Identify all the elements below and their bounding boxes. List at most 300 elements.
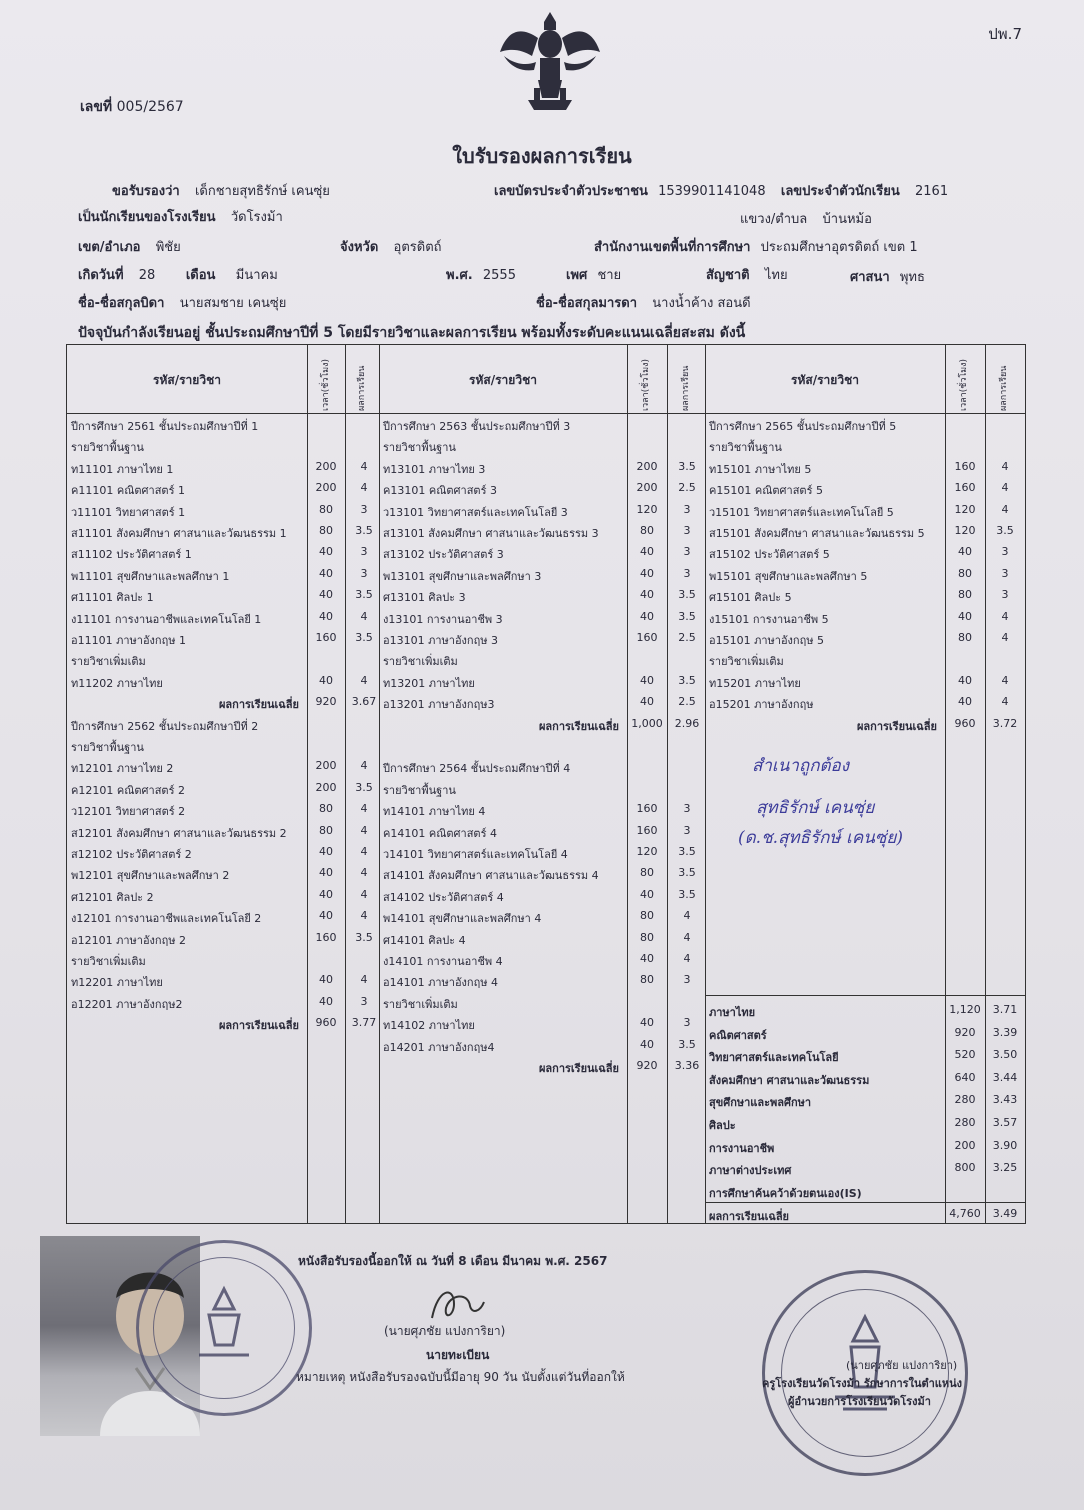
grade-cell: 3 (683, 973, 691, 987)
subject-cell: รายวิชาเพิ่มเติม (383, 997, 458, 1011)
hours-cell: 40 (640, 695, 654, 709)
handwritten-signature: สุทธิรักษ์ เคนซุ่ย (756, 798, 875, 818)
info-religion (850, 266, 925, 287)
grade-cell: 3.77 (351, 1016, 377, 1030)
hours-cell: 120 (954, 502, 976, 516)
summary-subject: ภาษาไทย (709, 1006, 756, 1019)
school-label: เป็นนักเรียนของโรงเรียน (78, 210, 216, 225)
hours-cell: 160 (636, 631, 658, 644)
subject-cell: ปีการศึกษา 2564 ชั้นประถมศึกษาปีที่ 4 (383, 762, 571, 776)
grade-cell: 4 (1001, 481, 1009, 495)
hours-cell: 40 (640, 952, 654, 965)
father-name: นายสมชาย เคนซุ่ย (179, 296, 287, 311)
doc-no-value: 005/2567 (116, 99, 184, 115)
subdistrict-value: บ้านหม้อ (822, 212, 872, 227)
subject-cell: ศ12101 ศิลปะ 2 (71, 890, 154, 904)
province-value: อุตรดิตถ์ (393, 240, 442, 255)
subject-cell: ส15101 สังคมศึกษา ศาสนาและวัฒนธรรม 5 (709, 527, 925, 540)
hours-cell: 80 (319, 802, 333, 816)
subject-cell: ปีการศึกษา 2562 ชั้นประถมศึกษาปีที่ 2 (71, 719, 259, 733)
subject-cell: ผลการเรียนเฉลี่ย (218, 1019, 299, 1033)
summary-hours: 280 (954, 1116, 976, 1129)
hours-cell: 160 (315, 631, 337, 644)
subject-cell: ศ11101 ศิลปะ 1 (71, 591, 154, 605)
subject-cell: รายวิชาพื้นฐาน (383, 783, 456, 797)
grade-cell: 3.5 (678, 887, 696, 901)
id-number: 1539901141048 (658, 184, 766, 199)
grade-cell: 3.5 (678, 845, 696, 858)
hours-cell: 160 (636, 823, 658, 837)
hours-cell: 160 (315, 930, 337, 944)
subject-cell: อ14101 ภาษาอังกฤษ 4 (383, 976, 498, 990)
hours-cell: 40 (958, 609, 972, 623)
subject-cell: ง12101 การงานอาชีพและเทคโนโลยี 2 (71, 912, 262, 926)
grade-cell: 4 (683, 930, 691, 944)
subject-cell: ส13102 ประวัติศาสตร์ 3 (383, 548, 504, 562)
hours-cell: 40 (958, 695, 972, 709)
grade-cell: 3 (683, 823, 691, 837)
grade-cell: 3.5 (678, 673, 696, 687)
subject-cell: ค11101 คณิตศาสตร์ 1 (71, 484, 185, 498)
header-grade: ผลการเรียน (681, 365, 691, 411)
born-day: 28 (138, 268, 156, 283)
hours-cell: 40 (319, 673, 333, 687)
subject-cell: พ15101 สุขศึกษาและพลศึกษา 5 (709, 569, 868, 583)
hours-cell: 40 (640, 545, 654, 559)
subject-cell: รายวิชาเพิ่มเติม (709, 655, 784, 669)
summary-hours: 1,120 (949, 1003, 981, 1016)
grade-cell: 3.67 (351, 695, 377, 709)
subject-cell: ท14101 ภาษาไทย 4 (383, 805, 486, 819)
hours-cell: 200 (315, 459, 337, 473)
hours-cell: 40 (640, 673, 654, 687)
hours-cell: 200 (315, 780, 337, 794)
subject-cell: รายวิชาพื้นฐาน (709, 441, 782, 455)
subject-cell: ศ15101 ศิลปะ 5 (709, 591, 792, 605)
grade-cell: 3.5 (355, 780, 373, 794)
grade-cell: 4 (360, 609, 368, 623)
info-school (78, 206, 283, 227)
doc-no-label: เลขที่ (80, 99, 113, 115)
subject-cell: รายวิชาพื้นฐาน (71, 441, 144, 455)
info-province (340, 236, 442, 257)
subject-cell: ท15201 ภาษาไทย (709, 676, 801, 690)
hours-cell: 40 (319, 973, 333, 987)
subject-cell: รายวิชาพื้นฐาน (383, 441, 456, 455)
hours-cell: 200 (315, 481, 337, 495)
document-number (80, 96, 184, 118)
summary-subject: คณิตศาสตร์ (709, 1028, 767, 1042)
grade-cell: 3 (683, 502, 691, 516)
hours-cell: 200 (636, 459, 658, 473)
hours-cell: 40 (319, 866, 333, 880)
subject-cell: อ15201 ภาษาอังกฤษ (709, 698, 814, 712)
hours-cell: 80 (640, 973, 654, 987)
subject-cell: ท11202 ภาษาไทย (71, 676, 163, 690)
grade-cell: 4 (683, 909, 691, 923)
summary-grade: 3.39 (992, 1025, 1018, 1039)
subject-cell: อ12101 ภาษาอังกฤษ 2 (71, 933, 186, 947)
grade-cell: 3.5 (678, 588, 696, 602)
info-nation (706, 264, 788, 285)
subject-cell: ว14101 วิทยาศาสตร์และเทคโนโลยี 4 (383, 848, 568, 861)
student-name: เด็กชายสุทธิรักษ์ เคนซุ่ย (194, 184, 330, 199)
summary-hours: 920 (954, 1025, 976, 1039)
grade-cell: 4 (360, 909, 368, 923)
subject-cell: ส14101 สังคมศึกษา ศาสนาและวัฒนธรรม 4 (383, 869, 599, 883)
hours-cell: 120 (636, 845, 658, 858)
grade-cell: 3.5 (678, 866, 696, 880)
col-divider (667, 345, 668, 1223)
intro-text: ปัจจุบันกำลังเรียนอยู่ ชั้นประถมศึกษาปีที่ 5 โดยมีรายวิชาและผลการเรียน พร้อมทั้งระดับคะแนนเฉลี่ยสะสม ดังนี้ (78, 325, 746, 341)
born-label: เกิดวันที่ (78, 268, 124, 283)
hours-cell: 40 (319, 545, 333, 559)
summary-subject: สังคมศึกษา ศาสนาและวัฒนธรรม (709, 1073, 870, 1087)
grade-cell: 3 (683, 802, 691, 816)
grade-cell: 4 (360, 802, 368, 816)
hours-cell: 80 (640, 866, 654, 880)
province-label: จังหวัด (340, 240, 379, 255)
student-no-label: เลขประจำตัวนักเรียน (780, 184, 900, 199)
grade-cell: 3.36 (674, 1059, 700, 1072)
hours-cell: 80 (958, 588, 972, 602)
subject-cell: ท15101 ภาษาไทย 5 (709, 462, 812, 476)
subject-cell: พ12101 สุขศึกษาและพลศึกษา 2 (71, 869, 230, 883)
subject-cell: ท11101 ภาษาไทย 1 (71, 462, 174, 476)
summary-hours: 520 (954, 1048, 976, 1062)
summary-subject: การศึกษาค้นคว้าด้วยตนเอง(IS) (709, 1186, 862, 1200)
hours-cell: 80 (640, 524, 654, 537)
hours-cell: 960 (954, 716, 976, 730)
subject-cell: ส12101 สังคมศึกษา ศาสนาและวัฒนธรรม 2 (71, 826, 287, 840)
grade-cell: 3.5 (355, 524, 373, 537)
hours-cell: 960 (315, 1016, 337, 1030)
grade-cell: 4 (1001, 502, 1009, 516)
grade-cell: 4 (683, 952, 691, 965)
hours-cell: 40 (640, 609, 654, 623)
handwritten-certified: สำเนาถูกต้อง (752, 756, 850, 776)
hours-cell: 80 (319, 524, 333, 537)
registrar-name: (นายศุภชัย แปงการิยา) (384, 1324, 506, 1338)
garuda-emblem (498, 4, 602, 116)
subdistrict-label: แขวง/ตำบล (740, 212, 808, 227)
subject-cell: รายวิชาเพิ่มเติม (383, 655, 458, 669)
grade-cell: 3 (1001, 588, 1009, 602)
subject-cell: ง11101 การงานอาชีพและเทคโนโลยี 1 (71, 612, 262, 626)
grade-cell: 4 (360, 459, 368, 473)
summary-hours: 280 (954, 1093, 976, 1107)
subject-cell: พ11101 สุขศึกษาและพลศึกษา 1 (71, 569, 230, 583)
col-divider (705, 345, 706, 1223)
header-subject: รหัส/รายวิชา (469, 373, 537, 387)
hours-cell: 40 (319, 566, 333, 580)
grade-cell: 3 (683, 524, 691, 537)
subject-cell: ส12102 ประวัติศาสตร์ 2 (71, 848, 192, 861)
born-year: 2555 (482, 268, 516, 283)
summary-grade: 3.43 (992, 1093, 1018, 1107)
hours-cell: 40 (958, 673, 972, 687)
subject-cell: รายวิชาเพิ่มเติม (71, 955, 146, 968)
summary-subject: การงานอาชีพ (709, 1141, 775, 1155)
grade-cell: 3 (360, 566, 368, 580)
area-value: ประถมศึกษาอุตรดิตถ์ เขต 1 (760, 240, 918, 255)
student-number: 2161 (915, 184, 949, 199)
grade-cell: 3 (360, 545, 368, 559)
grade-cell: 4 (1001, 459, 1009, 473)
subject-cell: อ13101 ภาษาอังกฤษ 3 (383, 634, 498, 647)
grade-cell: 4 (360, 823, 368, 837)
grade-cell: 4 (360, 481, 368, 495)
header-subject: รหัส/รายวิชา (791, 373, 859, 387)
certify-label: ขอรับรองว่า (112, 184, 180, 199)
hours-cell: 80 (640, 909, 654, 923)
grade-cell: 3.72 (992, 716, 1018, 730)
subject-cell: ผลการเรียนเฉลี่ย (538, 1062, 619, 1075)
director-title-2: ผู้อำนวยการโรงเรียนวัดโรงม้า (788, 1395, 931, 1408)
subject-cell: ผลการเรียนเฉลี่ย (538, 719, 619, 733)
summary-hours: 800 (954, 1161, 976, 1175)
subject-cell: ท13201 ภาษาไทย (383, 676, 475, 690)
subject-cell: ว12101 วิทยาศาสตร์ 2 (71, 805, 186, 819)
registrar-title: นายทะเบียน (426, 1348, 490, 1362)
hours-cell: 40 (640, 1016, 654, 1030)
subject-cell: ส15102 ประวัติศาสตร์ 5 (709, 548, 830, 562)
subject-cell: พ14101 สุขศึกษาและพลศึกษา 4 (383, 912, 542, 926)
hours-cell: 40 (640, 1037, 654, 1051)
hours-cell: 120 (636, 502, 658, 516)
hours-cell: 80 (319, 823, 333, 837)
subject-cell: พ13101 สุขศึกษาและพลศึกษา 3 (383, 569, 542, 583)
summary-subject: สุขศึกษาและพลศึกษา (709, 1096, 812, 1110)
summary-subject: ภาษาต่างประเทศ (709, 1164, 792, 1178)
summary-rule (705, 1202, 1025, 1203)
grade-cell: 4 (1001, 673, 1009, 687)
hours-cell: 40 (319, 609, 333, 623)
page-title: ใบรับรองผลการเรียน (452, 144, 632, 168)
area-label: สำนักงานเขตพื้นที่การศึกษา (594, 240, 751, 255)
hours-cell: 40 (640, 588, 654, 602)
header-hours: เวลา(ชั่วโมง) (321, 358, 331, 411)
grade-cell: 3.5 (678, 1037, 696, 1051)
info-year (446, 264, 516, 285)
summary-hours: 200 (954, 1138, 976, 1152)
summary-grade: 3.25 (992, 1161, 1018, 1175)
hours-cell: 160 (636, 802, 658, 816)
handwritten-name: (ด.ช.สุทธิรักษ์ เคนซุ่ย) (738, 828, 903, 848)
header-grade: ผลการเรียน (999, 365, 1009, 411)
summary-subject: ศิลปะ (709, 1119, 736, 1132)
issue-statement: หนังสือรับรองนี้ออกให้ ณ วันที่ 8 เดือน มีนาคม พ.ศ. 2567 (298, 1254, 608, 1268)
summary-total-hours: 4,760 (949, 1207, 981, 1220)
subject-cell: ท14102 ภาษาไทย (383, 1019, 475, 1033)
mother-label: ชื่อ-ชื่อสกุลมารดา (536, 296, 638, 311)
col-divider (627, 345, 628, 1223)
header-grade: ผลการเรียน (357, 365, 367, 411)
hours-cell: 40 (640, 887, 654, 901)
subject-cell: ง15101 การงานอาชีพ 5 (709, 612, 829, 626)
hours-cell: 80 (958, 566, 972, 580)
hours-cell: 40 (319, 588, 333, 602)
info-sex (566, 264, 621, 285)
subject-cell: ศ14101 ศิลปะ 4 (383, 933, 466, 947)
summary-grade: 3.71 (992, 1003, 1018, 1016)
grade-cell: 3 (360, 994, 368, 1008)
info-district (78, 236, 181, 257)
grade-cell: 3 (683, 545, 691, 559)
grade-cell: 3 (360, 502, 368, 516)
subject-cell: ค13101 คณิตศาสตร์ 3 (383, 484, 497, 498)
nation-value: ไทย (764, 268, 788, 283)
hours-cell: 40 (640, 566, 654, 580)
hours-cell: 40 (319, 909, 333, 923)
sex-value: ชาย (597, 268, 622, 283)
grade-cell: 4 (360, 759, 368, 773)
director-name: (นายศุภชัย แปงการิยา) (846, 1359, 958, 1372)
hours-cell: 40 (319, 887, 333, 901)
grade-cell: 3.5 (355, 588, 373, 602)
hours-cell: 40 (958, 545, 972, 559)
header-hours: เวลา(ชั่วโมง) (641, 358, 651, 411)
header-hours: เวลา(ชั่วโมง) (959, 358, 969, 411)
info-born (78, 264, 278, 285)
form-number: ปพ.7 (988, 25, 1022, 43)
district-value: พิชัย (155, 240, 181, 255)
year-label: พ.ศ. (446, 268, 473, 283)
grade-cell: 3 (1001, 566, 1009, 580)
grade-cell: 3.5 (678, 459, 696, 473)
hours-cell: 120 (954, 524, 976, 537)
subject-cell: ว11101 วิทยาศาสตร์ 1 (71, 505, 186, 519)
grade-cell: 4 (1001, 695, 1009, 709)
grade-cell: 4 (360, 887, 368, 901)
grade-cell: 2.5 (678, 481, 696, 495)
info-subdistrict (740, 208, 872, 229)
hours-cell: 80 (958, 631, 972, 644)
month-label: เดือน (185, 268, 216, 283)
summary-grade: 3.57 (992, 1116, 1018, 1129)
subject-cell: ว15101 วิทยาศาสตร์และเทคโนโลยี 5 (709, 505, 894, 519)
summary-grade: 3.44 (992, 1070, 1018, 1084)
subject-cell: ค15101 คณิตศาสตร์ 5 (709, 484, 823, 498)
subject-cell: ส11102 ประวัติศาสตร์ 1 (71, 548, 192, 562)
subject-cell: ปีการศึกษา 2565 ชั้นประถมศึกษาปีที่ 5 (709, 420, 897, 433)
info-mother (536, 292, 751, 313)
father-label: ชื่อ-ชื่อสกุลบิดา (78, 296, 165, 311)
subject-cell: อ12201 ภาษาอังกฤษ2 (71, 997, 183, 1011)
subject-cell: ท12201 ภาษาไทย (71, 976, 163, 990)
grade-cell: 2.5 (678, 631, 696, 644)
hours-cell: 40 (319, 845, 333, 858)
summary-grade: 3.90 (992, 1138, 1018, 1152)
hours-cell: 160 (954, 459, 976, 473)
subject-cell: ท12101 ภาษาไทย 2 (71, 762, 174, 776)
hours-cell: 1,000 (631, 716, 663, 730)
hours-cell: 40 (319, 994, 333, 1008)
grade-cell: 2.5 (678, 695, 696, 709)
grade-cell: 4 (360, 973, 368, 987)
mother-name: นางน้ำค้าง สอนดี (652, 296, 751, 311)
grade-cell: 4 (1001, 609, 1009, 623)
grade-cell: 2.96 (674, 716, 700, 730)
subject-cell: รายวิชาเพิ่มเติม (71, 655, 146, 669)
nation-label: สัญชาติ (706, 268, 750, 283)
grades-table (66, 344, 1026, 1224)
subject-cell: อ11101 ภาษาอังกฤษ 1 (71, 634, 186, 647)
summary-rule (705, 995, 1025, 996)
info-id (494, 180, 948, 201)
subject-cell: ท13101 ภาษาไทย 3 (383, 462, 486, 476)
hours-cell: 80 (319, 502, 333, 516)
subject-cell: รายวิชาพื้นฐาน (71, 741, 144, 754)
director-title: ครูโรงเรียนวัดโรงม้า รักษาการในตำแหน่ง (762, 1377, 963, 1390)
registrar-signature (424, 1282, 504, 1326)
hours-cell: 200 (315, 759, 337, 773)
subject-cell: ศ13101 ศิลปะ 3 (383, 591, 466, 605)
grade-cell: 4 (360, 866, 368, 880)
info-name (112, 180, 330, 201)
subject-cell: ผลการเรียนเฉลี่ย (218, 698, 299, 712)
school-seal-left (136, 1240, 312, 1416)
grade-cell: 4 (1001, 631, 1009, 644)
info-father (78, 292, 286, 313)
id-label: เลขบัตรประจำตัวประชาชน (494, 184, 648, 199)
grade-cell: 3.5 (996, 524, 1014, 537)
subject-cell: ค12101 คณิตศาสตร์ 2 (71, 783, 185, 797)
summary-grade: 3.50 (992, 1048, 1018, 1062)
subject-cell: ส14102 ประวัติศาสตร์ 4 (383, 890, 504, 904)
header-rule (67, 413, 1025, 414)
info-area (594, 236, 918, 257)
grade-cell: 3.5 (355, 631, 373, 644)
col-divider (985, 345, 986, 1223)
validity-note: หมายเหตุ หนังสือรับรองฉบับนี้มีอายุ 90 วัน นับตั้งแต่วันที่ออกให้ (296, 1370, 625, 1384)
hours-cell: 80 (640, 930, 654, 944)
grade-cell: 4 (360, 673, 368, 687)
grade-cell: 3 (683, 1016, 691, 1030)
religion-label: ศาสนา (850, 270, 890, 285)
hours-cell: 920 (315, 695, 337, 709)
subject-cell: ผลการเรียนเฉลี่ย (856, 719, 937, 733)
subject-cell: อ14201 ภาษาอังกฤษ4 (383, 1040, 495, 1054)
subject-cell: อ13201 ภาษาอังกฤษ3 (383, 698, 495, 712)
subject-cell: ส11101 สังคมศึกษา ศาสนาและวัฒนธรรม 1 (71, 527, 287, 540)
school-name: วัดโรงม้า (230, 210, 283, 225)
grade-cell: 3.5 (678, 609, 696, 623)
sex-label: เพศ (566, 268, 588, 283)
grade-cell: 3 (1001, 545, 1009, 559)
religion-value: พุทธ (899, 270, 925, 285)
summary-total-label: ผลการเรียนเฉลี่ย (709, 1210, 790, 1223)
grade-cell: 3.5 (355, 930, 373, 944)
col-divider (945, 345, 946, 1223)
subject-cell: ปีการศึกษา 2561 ชั้นประถมศึกษาปีที่ 1 (71, 420, 259, 433)
hours-cell: 200 (636, 481, 658, 495)
hours-cell: 920 (636, 1059, 658, 1072)
subject-cell: ง13101 การงานอาชีพ 3 (383, 612, 503, 626)
subject-cell: ปีการศึกษา 2563 ชั้นประถมศึกษาปีที่ 3 (383, 420, 571, 433)
seal-emblem-icon (189, 1285, 259, 1365)
born-month: มีนาคม (235, 268, 278, 283)
subject-cell: อ15101 ภาษาอังกฤษ 5 (709, 634, 824, 647)
summary-total-grade: 3.49 (992, 1207, 1018, 1220)
subject-cell: ง14101 การงานอาชีพ 4 (383, 955, 503, 968)
header-subject: รหัส/รายวิชา (153, 373, 221, 387)
subject-cell: ค14101 คณิตศาสตร์ 4 (383, 826, 497, 840)
district-label: เขต/อำเภอ (78, 240, 141, 255)
subject-cell: ว13101 วิทยาศาสตร์และเทคโนโลยี 3 (383, 505, 568, 519)
summary-hours: 640 (954, 1070, 976, 1084)
hours-cell: 160 (954, 481, 976, 495)
